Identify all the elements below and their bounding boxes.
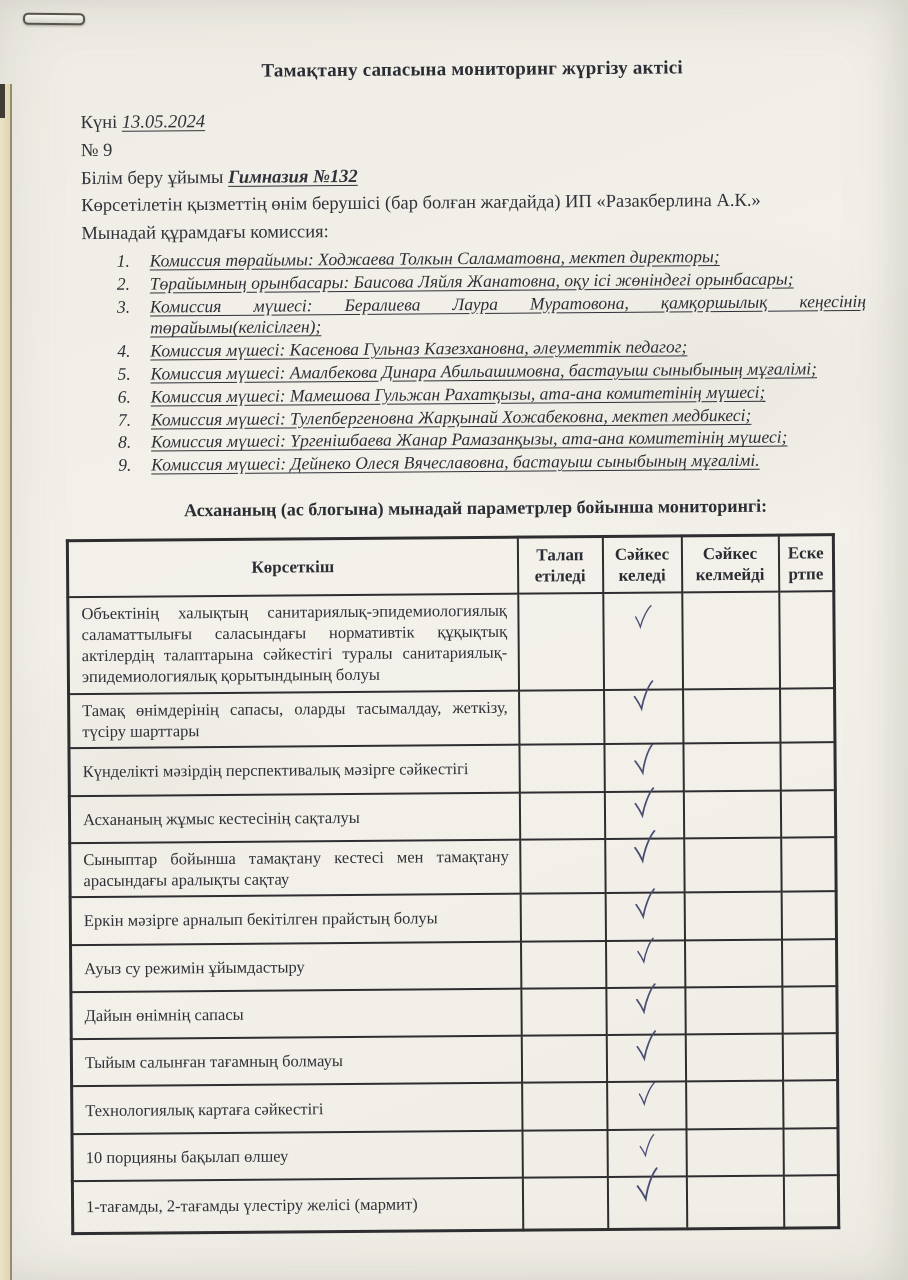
eskertpe-cell	[783, 1128, 838, 1176]
saikes-kelmeidi-cell	[683, 790, 780, 838]
commission-item	[150, 290, 866, 339]
saikes-kelmeidi-cell	[686, 1081, 783, 1129]
talap-etiledi-cell	[519, 689, 604, 744]
date-line	[80, 106, 864, 135]
indicator-cell: Объектінің халықтың санитариялық-эпидемиологиялық саламаттылығы саласындағы нормативтік құқықтық актілердің талаптарына сәйкестігі туралы санитариялық-эпидемиологиялық қорытындының болуы	[68, 594, 519, 694]
indicator-cell: Ауыз су режимін ұйымдастыру	[71, 941, 521, 992]
check-icon	[634, 1028, 658, 1064]
talap-etiledi-cell	[519, 792, 604, 840]
indicator-cell: Тыйым салынған тағамның болмауы	[71, 1036, 521, 1087]
talap-etiledi-cell	[520, 839, 605, 894]
table-row	[70, 891, 836, 944]
eskertpe-cell	[782, 1033, 837, 1081]
saikes-kelmeidi-cell	[682, 592, 780, 689]
saikes-keledi-cell	[605, 893, 684, 941]
commission-item-text: Комиссия мүшесі: Үргенішбаева Жанар Рамазанқызы, ата-ана комитетінің мүшесі;	[150, 426, 788, 452]
date-label: Күні	[80, 112, 118, 134]
commission-item-text: Комиссия мүшесі: Амалбекова Динара Абильашимовна, бастауыш сыныбының мұғалімі;	[150, 358, 818, 384]
table-row	[69, 742, 835, 796]
commission-item-text: Комиссия төрайымы: Ходжаева Толкын Саламатовна, мектеп директоры;	[149, 245, 720, 271]
indicator-cell: 10 порцияны бақылап өлшеу	[72, 1130, 522, 1181]
commission-list	[82, 245, 868, 477]
reg-number-line: № 9	[80, 140, 113, 161]
check-icon	[631, 677, 655, 713]
indicator-cell: 1-тағамды, 2-тағамды үлестіру желісі (мармит)	[72, 1178, 522, 1234]
check-icon	[632, 784, 656, 820]
org-label: Білім беру ұйымы	[80, 167, 224, 189]
eskertpe-cell	[782, 986, 837, 1034]
eskertpe-cell	[781, 891, 836, 939]
commission-item-text: Комиссия мүшесі: Дейнеко Олеся Вячеславовна, бастауыш сыныбының мұғалімі.	[151, 449, 760, 475]
eskertpe-cell	[783, 1175, 838, 1227]
document-content	[80, 47, 873, 1235]
table-row	[72, 1081, 838, 1134]
commission-item-text: Комиссия мүшесі: Бералиева Лаура Муратовона, қамқоршылық кеңесінің төрайымы(келісілген);	[149, 290, 867, 338]
saikes-kelmeidi-cell	[683, 688, 780, 743]
saikes-kelmeidi-cell	[684, 838, 781, 893]
table-row	[70, 837, 836, 897]
saikes-keledi-cell	[604, 689, 683, 744]
saikes-kelmeidi-cell	[683, 742, 780, 791]
indicator-cell: Технологиялық картаға сәйкестігі	[72, 1083, 522, 1134]
commission-item-text: Комиссия мүшесі: Мамешова Гульжан Рахатқызы, ата-ана комитетінің мүшесі;	[150, 381, 766, 407]
check-icon	[631, 741, 657, 778]
page-title: Тамақтану сапасына мониторинг жүргізу актісі	[261, 57, 683, 82]
commission-item-text: Төрайымның орынбасары: Баисова Ляйля Жанатовна, оқу ісі жөніндегі орынбасары;	[149, 268, 794, 294]
table-row	[68, 591, 835, 693]
table-row	[72, 1128, 838, 1181]
table-body	[68, 591, 839, 1233]
saikes-kelmeidi-cell	[684, 892, 781, 940]
header-eskertpe: Еске ртпе	[778, 534, 833, 591]
talap-etiledi-cell	[518, 593, 604, 690]
staple-mark	[23, 13, 85, 26]
talap-etiledi-cell	[519, 744, 604, 793]
table-row	[71, 1033, 837, 1086]
commission-item-text: Комиссия мүшесі: Тулепбергеновна Жарқынай Хожабековна, мектеп медбикесі;	[150, 404, 752, 430]
eskertpe-cell	[780, 790, 835, 838]
section-title: Асхананың (ас блогына) мынадай параметрлер бойынша мониторингі:	[184, 495, 768, 521]
underlying-page-edge	[0, 84, 12, 1280]
indicator-cell: Асхананың жұмыс кестесінің сақталуы	[69, 792, 519, 843]
eskertpe-cell	[779, 591, 835, 688]
check-icon	[636, 1079, 657, 1109]
date-value: 13.05.2024	[121, 112, 206, 133]
indicator-cell: Дайын өнімнің сапасы	[71, 988, 521, 1039]
saikes-kelmeidi-cell	[685, 986, 782, 1034]
saikes-kelmeidi-cell	[686, 1176, 783, 1229]
header-saikes-kelmeidi: Сәйкес келмейді	[681, 535, 778, 593]
org-line	[81, 161, 865, 190]
eskertpe-cell	[783, 1081, 838, 1129]
commission-intro: Мынадай құрамдағы комиссия:	[81, 222, 329, 245]
talap-etiledi-cell	[522, 1082, 607, 1130]
table-row	[71, 939, 837, 992]
talap-etiledi-cell	[522, 1177, 607, 1230]
commission-item-text: Комиссия мүшесі: Касенова Гульназ Казезхановна, әлеуметтік педагог;	[150, 336, 688, 361]
document-meta	[80, 106, 865, 247]
check-icon	[635, 935, 656, 966]
table-row	[72, 1175, 838, 1233]
eskertpe-cell	[780, 688, 835, 743]
commission-item	[151, 449, 867, 476]
table-row	[69, 790, 835, 843]
header-indicator: Көрсеткіш	[67, 537, 517, 598]
provider-line: Көрсетілетін қызметтің өнім берушісі (бар болған жағдайда) ИП «Разакберлина А.К.»	[81, 191, 761, 217]
indicator-cell: Тамақ өнімдерінің сапасы, оларды тасымалдау, жеткізу, түсіру шарттары	[69, 690, 519, 748]
check-icon	[633, 886, 657, 922]
header-saikes-keledi: Сәйкес келеді	[602, 535, 681, 593]
table-row	[69, 688, 835, 748]
talap-etiledi-cell	[520, 893, 605, 941]
eskertpe-cell	[781, 939, 836, 987]
indicator-cell: Сыныптар бойынша тамақтану кестесі мен тамақтану арасындағы аралықты сақтау	[70, 840, 520, 898]
talap-etiledi-cell	[521, 1035, 606, 1083]
saikes-kelmeidi-cell	[686, 1128, 783, 1176]
eskertpe-cell	[781, 837, 836, 892]
saikes-kelmeidi-cell	[685, 1034, 782, 1082]
saikes-keledi-cell	[607, 1176, 686, 1229]
monitoring-table	[66, 533, 840, 1235]
check-icon	[633, 1164, 661, 1205]
header-talap-etiledi: Талап етіледі	[517, 536, 602, 594]
table-header	[67, 534, 833, 597]
indicator-cell: Еркін мәзірге арналып бекітілген прайстың болуы	[70, 894, 520, 945]
talap-etiledi-cell	[521, 941, 606, 989]
saikes-keledi-cell	[603, 592, 683, 689]
indicator-cell: Күнделікті мәзірдің перспективалық мәзірге сәйкестігі	[69, 744, 519, 796]
check-icon	[631, 827, 657, 866]
check-icon	[638, 1132, 656, 1159]
table-row	[71, 986, 837, 1039]
talap-etiledi-cell	[521, 988, 606, 1036]
talap-etiledi-cell	[522, 1130, 607, 1178]
saikes-kelmeidi-cell	[684, 939, 781, 987]
org-value: Гимназия №132	[227, 166, 358, 188]
saikes-keledi-cell	[607, 1082, 686, 1130]
eskertpe-cell	[780, 742, 835, 790]
check-icon	[633, 980, 657, 1016]
saikes-keledi-cell	[606, 1034, 685, 1082]
check-icon	[632, 602, 653, 632]
